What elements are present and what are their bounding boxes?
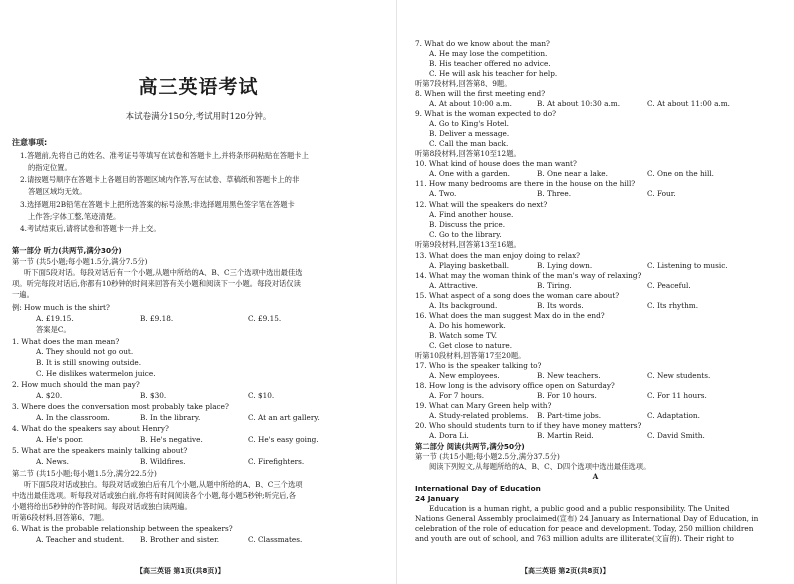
note-line: 答题区域均无效。 bbox=[28, 187, 87, 196]
q6-option-c: C. Classmates. bbox=[248, 535, 303, 544]
passage-line: Education is a human right, a public good and a public responsibility. The United bbox=[429, 504, 730, 513]
q11-option-a: A. Two. bbox=[429, 189, 457, 198]
q9-option-b: B. Deliver a message. bbox=[429, 129, 510, 138]
q8-option-b: B. At about 10:30 a.m. bbox=[537, 99, 621, 108]
q5-option-b: B. Wildfires. bbox=[140, 457, 186, 466]
question-16: 16. What does the man suggest Max do in the end? bbox=[415, 311, 605, 320]
q15-option-b: B. Its words. bbox=[537, 301, 584, 310]
section1-instructions: 一遍。 bbox=[12, 290, 34, 299]
question-1: 1. What does the man mean? bbox=[12, 337, 120, 346]
q19-option-c: C. Adaptation. bbox=[647, 411, 700, 420]
section1-instructions: 项。听完每段对话后,你都有10秒钟的时间来回答有关小题和阅读下一小题。每段对话仅读 bbox=[12, 279, 301, 288]
q20-option-c: C. David Smith. bbox=[647, 431, 705, 440]
section-a-label: A bbox=[592, 472, 599, 481]
note-line: 3.选择题用2B铅笔在答题卡上把所选答案的标号涂黑;非选择题用黑色签字笔在答题卡 bbox=[20, 200, 295, 209]
q17-option-c: C. New students. bbox=[647, 371, 711, 380]
question-9: 9. What is the woman expected to do? bbox=[415, 109, 557, 118]
q13-option-a: A. Playing basketball. bbox=[429, 261, 510, 270]
q5-option-c: C. Firefighters. bbox=[248, 457, 305, 466]
q9-option-c: C. Call the man back. bbox=[429, 139, 509, 148]
q7-option-a: A. He may lose the competition. bbox=[429, 49, 548, 58]
q3-option-c: C. At an art gallery. bbox=[248, 413, 320, 422]
q4-option-b: B. He's negative. bbox=[140, 435, 203, 444]
q16-option-b: B. Watch some TV. bbox=[429, 331, 498, 340]
q11-option-c: C. Four. bbox=[647, 189, 676, 198]
question-5: 5. What are the speakers mainly talking about? bbox=[12, 446, 188, 455]
material-8-label: 听第8段材料,回答第10至12题。 bbox=[415, 149, 521, 158]
page-footer: 【高三英语 第2页(共8页)】 bbox=[521, 567, 610, 575]
q8-option-a: A. At about 10:00 a.m. bbox=[429, 99, 512, 108]
q12-option-b: B. Discuss the price. bbox=[429, 220, 506, 229]
part1-heading: 第一部分 听力(共两节,满分30分) bbox=[12, 246, 122, 255]
q16-option-c: C. Get close to nature. bbox=[429, 341, 513, 350]
passage-title: International Day of Education bbox=[415, 484, 541, 493]
part2-section1-heading: 第一节 (共15小题;每小题2.5分,满分37.5分) bbox=[415, 452, 560, 461]
q5-option-a: A. News. bbox=[36, 457, 69, 466]
q14-option-b: B. Tiring. bbox=[537, 281, 572, 290]
question-7: 7. What do we know about the man? bbox=[415, 39, 550, 48]
q15-option-c: C. Its rhythm. bbox=[647, 301, 699, 310]
q4-option-c: C. He's easy going. bbox=[248, 435, 319, 444]
note-line: 2.请按题号顺序在答题卡上各题目的答题区域内作答,写在试卷、草稿纸和答题卡上的非 bbox=[20, 175, 300, 184]
q14-option-c: C. Peaceful. bbox=[647, 281, 691, 290]
exam-title: 高三英语考试 bbox=[138, 76, 259, 98]
q6-option-b: B. Brother and sister. bbox=[140, 535, 220, 544]
example-option: B. £9.18. bbox=[140, 314, 174, 323]
q15-option-a: A. Its background. bbox=[429, 301, 498, 310]
note-line: 的指定位置。 bbox=[28, 163, 72, 172]
note-line: 4.考试结束后,请将试卷和答题卡一并上交。 bbox=[20, 224, 161, 233]
question-3: 3. Where does the conversation most probably take place? bbox=[12, 402, 229, 411]
section2-instructions: 听下面5段对话或独白。每段对话或独白后有几个小题,从题中所给的A、B、C三个选项 bbox=[24, 480, 303, 489]
exam-subtitle: 本试卷满分150分,考试用时120分钟。 bbox=[125, 112, 272, 122]
question-4: 4. What do the speakers say about Henry? bbox=[12, 424, 169, 433]
q2-option-c: C. $10. bbox=[248, 391, 275, 400]
question-17: 17. Who is the speaker talking to? bbox=[415, 361, 542, 370]
q7-option-c: C. He will ask his teacher for help. bbox=[429, 69, 558, 78]
q13-option-b: B. Lying down. bbox=[537, 261, 593, 270]
q18-option-a: A. For 7 hours. bbox=[429, 391, 485, 400]
passage-date: 24 January bbox=[415, 494, 460, 503]
passage-line: and youth are out of school, and 763 million adults are illiterate(文盲的). Their right to bbox=[415, 534, 734, 543]
material-7-label: 听第7段材料,回答第8、9题。 bbox=[415, 79, 512, 88]
q10-option-a: A. One with a garden. bbox=[429, 169, 510, 178]
section2-instructions: 中选出最佳选项。听每段对话或独白前,你将有时间阅读各个小题,每小题5秒钟;听完后,各 bbox=[12, 491, 297, 500]
question-8: 8. When will the first meeting end? bbox=[415, 89, 546, 98]
q6-option-a: A. Teacher and student. bbox=[36, 535, 125, 544]
example-option: C. £9.15. bbox=[248, 314, 282, 323]
example-question: 例: How much is the shirt? bbox=[12, 303, 110, 312]
question-14: 14. What may the woman think of the man's way of relaxing? bbox=[415, 271, 642, 280]
part2-instructions: 阅读下列短文,从每题所给的A、B、C、D四个选项中选出最佳选项。 bbox=[429, 462, 651, 471]
question-13: 13. What does the man enjoy doing to relax? bbox=[415, 251, 581, 260]
page-footer: 【高三英语 第1页(共8页)】 bbox=[136, 567, 225, 575]
q7-option-b: B. His teacher offered no advice. bbox=[429, 59, 551, 68]
notes-heading: 注意事项: bbox=[12, 138, 48, 147]
q3-option-b: B. In the library. bbox=[140, 413, 201, 422]
q17-option-a: A. New employees. bbox=[429, 371, 500, 380]
q3-option-a: A. In the classroom. bbox=[36, 413, 110, 422]
section1-heading: 第一节 (共5小题;每小题1.5分,满分7.5分) bbox=[12, 257, 148, 266]
q10-option-b: B. One near a lake. bbox=[537, 169, 608, 178]
section2-heading: 第二节 (共15小题;每小题1.5分,满分22.5分) bbox=[12, 469, 157, 478]
q14-option-a: A. Attractive. bbox=[429, 281, 478, 290]
passage-line: Nations General Assembly proclaimed(宣布) 24 January as International Day of Education, in bbox=[415, 514, 759, 523]
q20-option-a: A. Dora Li. bbox=[429, 431, 469, 440]
page-2 bbox=[397, 0, 794, 584]
q17-option-b: B. New teachers. bbox=[537, 371, 601, 380]
q11-option-b: B. Three. bbox=[537, 189, 572, 198]
q2-option-a: A. $20. bbox=[36, 391, 63, 400]
material-6-label: 听第6段材料,回答第6、7题。 bbox=[12, 513, 109, 522]
q2-option-b: B. $30. bbox=[140, 391, 167, 400]
question-11: 11. How many bedrooms are there in the house on the hill? bbox=[415, 179, 636, 188]
q8-option-c: C. At about 11:00 a.m. bbox=[647, 99, 730, 108]
q13-option-c: C. Listening to music. bbox=[647, 261, 728, 270]
part2-heading: 第二部分 阅读(共两节,满分50分) bbox=[415, 442, 525, 451]
q1-option-a: A. They should not go out. bbox=[36, 347, 134, 356]
question-10: 10. What kind of house does the man want? bbox=[415, 159, 577, 168]
section1-instructions: 听下面5段对话。每段对话后有一个小题,从题中所给的A、B、C三个选项中选出最佳选 bbox=[24, 268, 303, 277]
question-20: 20. Who should students turn to if they have money matters? bbox=[415, 421, 642, 430]
q9-option-a: A. Go to King's Hotel. bbox=[429, 119, 509, 128]
section2-instructions: 小题将给出5秒钟的作答时间。每段对话或独白读两遍。 bbox=[12, 502, 192, 511]
q18-option-b: B. For 10 hours. bbox=[537, 391, 597, 400]
example-option: A. £19.15. bbox=[36, 314, 74, 323]
q16-option-a: A. Do his homework. bbox=[429, 321, 506, 330]
question-15: 15. What aspect of a song does the woman care about? bbox=[415, 291, 620, 300]
example-answer: 答案是C。 bbox=[36, 325, 71, 334]
material-10-label: 听第10段材料,回答第17至20题。 bbox=[415, 351, 526, 360]
question-19: 19. What can Mary Green help with? bbox=[415, 401, 552, 410]
note-line: 上作答;字体工整,笔迹清楚。 bbox=[28, 212, 121, 221]
q1-option-c: C. He dislikes watermelon juice. bbox=[36, 369, 156, 378]
material-9-label: 听第9段材料,回答第13至16题。 bbox=[415, 240, 521, 249]
question-12: 12. What will the speakers do next? bbox=[415, 200, 548, 209]
q10-option-c: C. One on the hill. bbox=[647, 169, 714, 178]
q20-option-b: B. Martin Reid. bbox=[537, 431, 594, 440]
q19-option-b: B. Part-time jobs. bbox=[537, 411, 602, 420]
note-line: 1.答题前,先将自己的姓名、准考证号等填写在试卷和答题卡上,并将条形码粘贴在答题卡上 bbox=[20, 151, 309, 160]
q4-option-a: A. He's poor. bbox=[36, 435, 84, 444]
q1-option-b: B. It is still snowing outside. bbox=[36, 358, 142, 367]
question-2: 2. How much should the man pay? bbox=[12, 380, 140, 389]
q12-option-c: C. Go to the library. bbox=[429, 230, 502, 239]
passage-line: celebration of the role of education for peace and development. Today, 250 million children bbox=[415, 524, 754, 533]
q18-option-c: C. For 11 hours. bbox=[647, 391, 707, 400]
question-18: 18. How long is the advisory office open on Saturday? bbox=[415, 381, 615, 390]
q12-option-a: A. Find another house. bbox=[429, 210, 514, 219]
q19-option-a: A. Study-related problems. bbox=[429, 411, 529, 420]
question-6: 6. What is the probable relationship between the speakers? bbox=[12, 524, 233, 533]
